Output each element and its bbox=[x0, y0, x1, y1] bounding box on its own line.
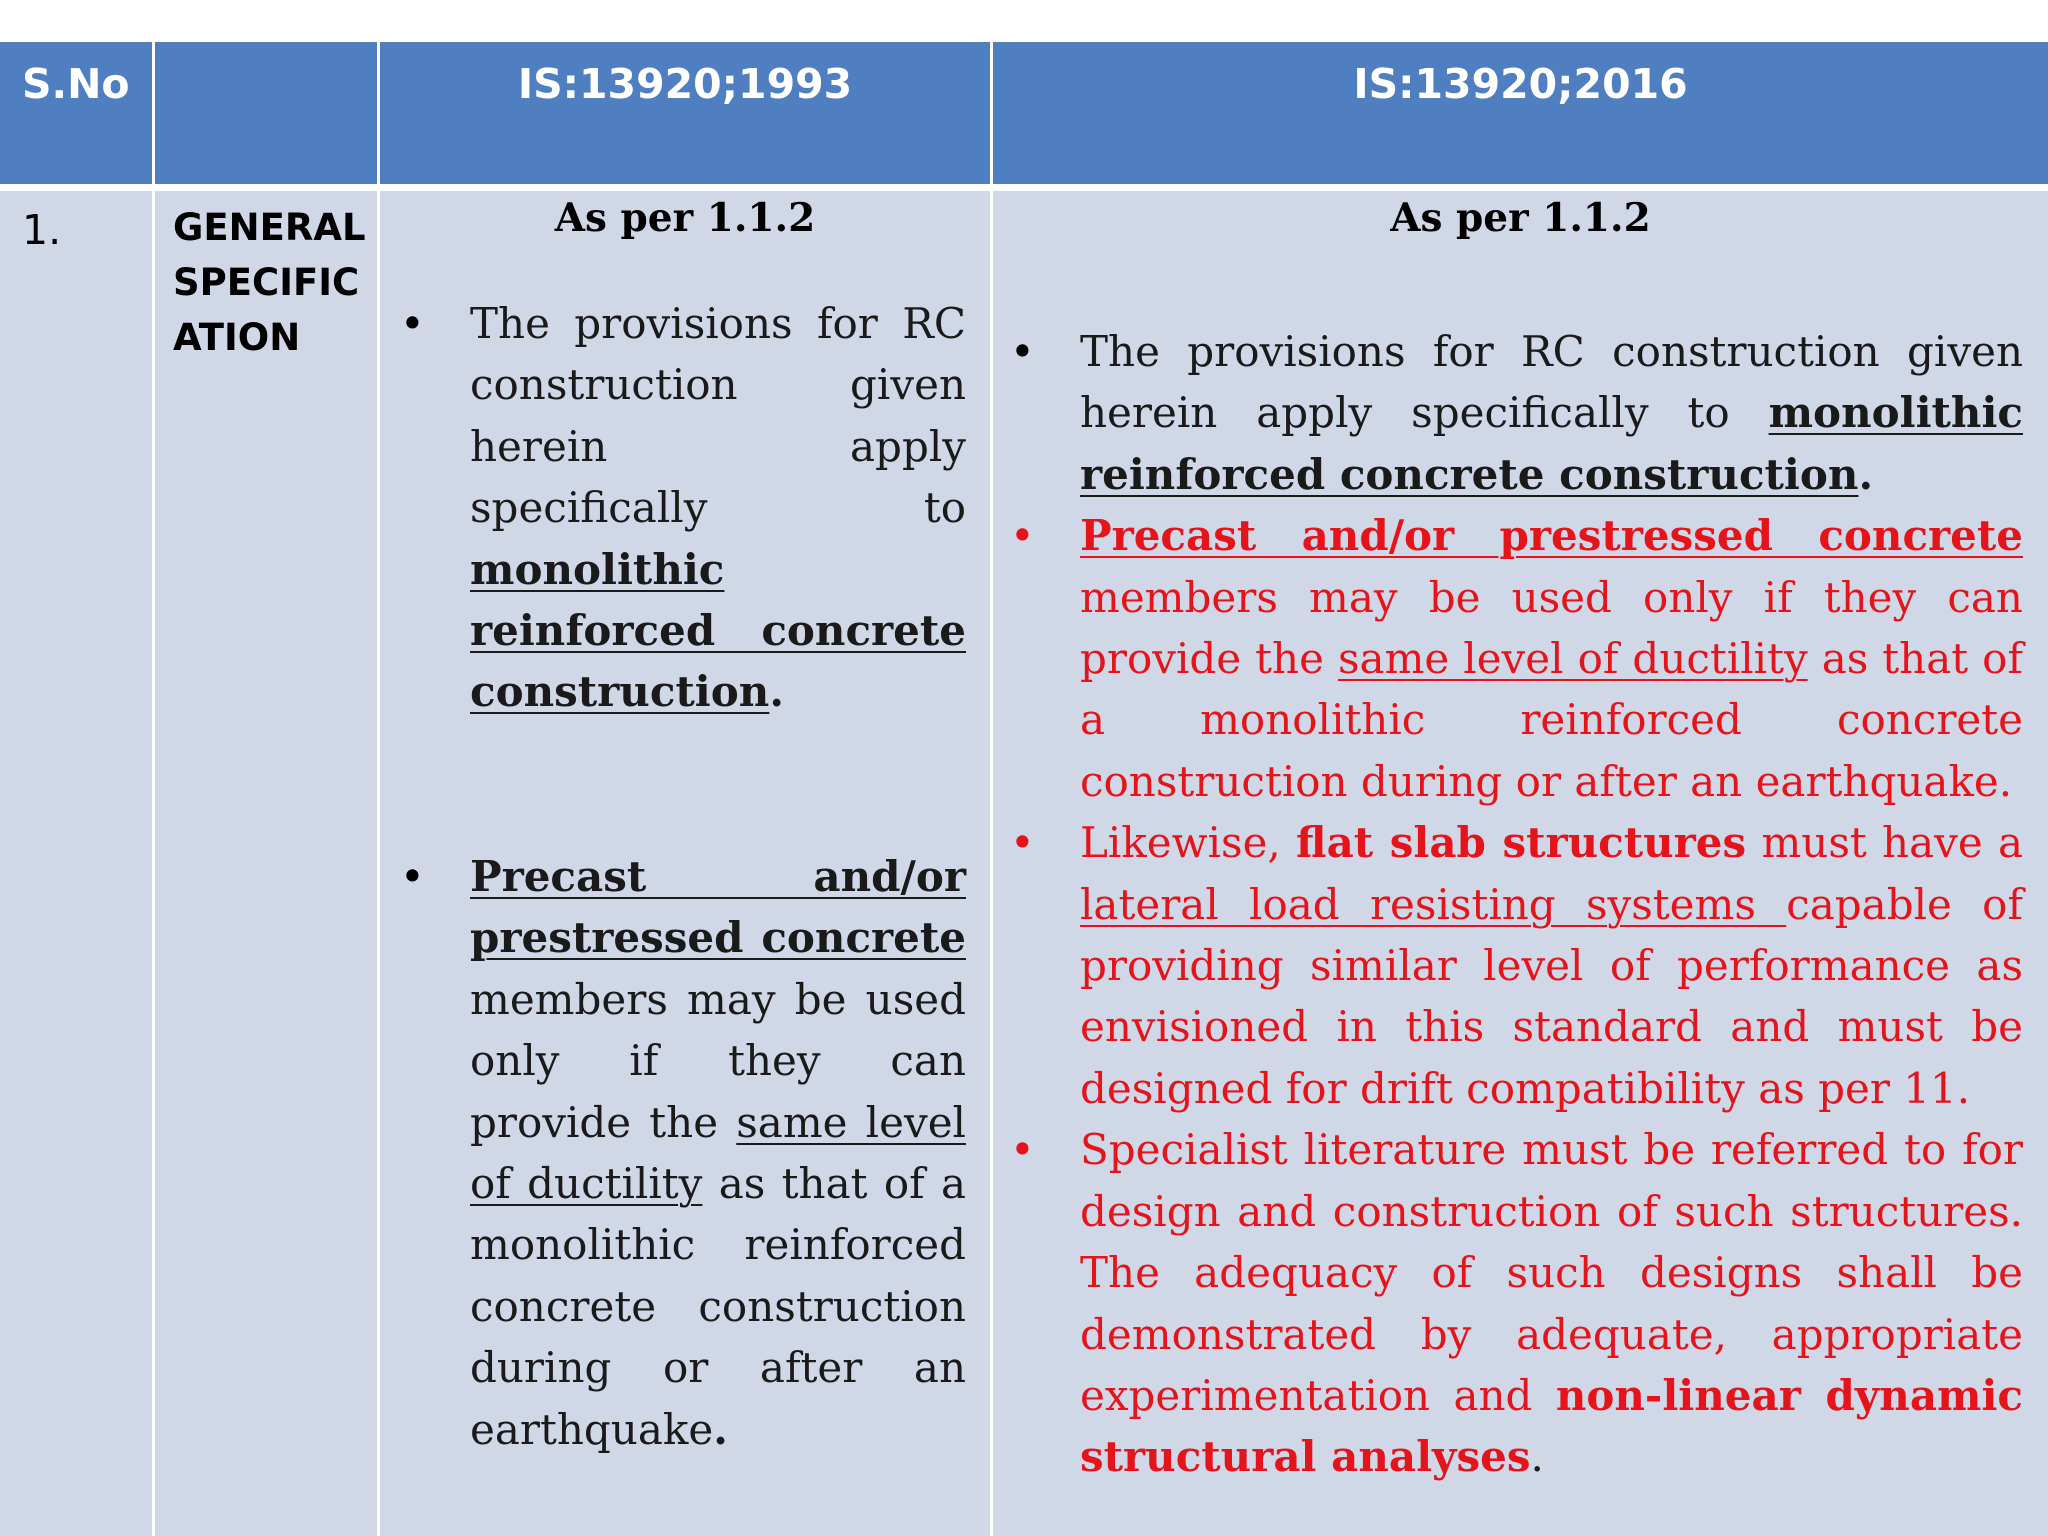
old-bullet-monolithic: • The provisions for RC construction given herein apply specifically to monolithic reinforced concrete construction. bbox=[400, 293, 966, 723]
bullet-icon: • bbox=[1010, 818, 1035, 868]
header-cell-param bbox=[155, 42, 377, 184]
old-keyword-precast: Precast and/or prestressed concrete bbox=[470, 852, 966, 963]
bullet-icon: • bbox=[400, 299, 425, 348]
new-keyword-lateral-load: lateral load resisting systems bbox=[1080, 879, 1787, 929]
parameter-line: ATION bbox=[173, 316, 301, 359]
row-number: 1. bbox=[22, 206, 62, 254]
header-sno: S.No bbox=[22, 60, 130, 108]
new-bullet-flat-slab: • Likewise, flat slab structures must have a lateral load resisting systems capable of providing similar level of performance as envisioned in this standard and must be designed for drift compatibility as per 11. bbox=[1010, 812, 2023, 1119]
bullet-icon: • bbox=[1010, 327, 1035, 376]
old-bullet-precast: • Precast and/or prestressed concrete members may be used only if they can provide the same level of ductility as that of a monolithic reinforced concrete construction during or after an earthquake. bbox=[400, 846, 966, 1460]
body-cell-param bbox=[155, 191, 377, 1536]
new-keyword-nonlinear: non-linear dynamic structural analyses bbox=[1080, 1370, 2023, 1482]
new-keyword-ductility: same level of ductility bbox=[1337, 634, 1808, 684]
bullet-icon: • bbox=[1010, 1125, 1035, 1175]
parameter-name bbox=[173, 200, 373, 365]
parameter-line: SPECIFIC bbox=[173, 261, 360, 304]
new-bullet-precast: • Precast and/or prestressed concrete members may be used only if they can provide the same level of ductility as that of a monolithic reinforced concrete construction during or after an earthquake. bbox=[1010, 505, 2023, 812]
bullet-icon: • bbox=[400, 852, 425, 901]
header-old-standard: IS:13920;1993 bbox=[517, 60, 853, 108]
new-provisions-list bbox=[1010, 321, 2023, 1488]
body-cell-sno bbox=[0, 191, 152, 1536]
new-keyword-flat-slab: flat slab structures bbox=[1296, 818, 1747, 868]
old-keyword-ductility: same level of ductility bbox=[470, 1097, 966, 1209]
new-bullet-monolithic: • The provisions for RC construction given herein apply specifically to monolithic reinforced concrete construction. bbox=[1010, 321, 2023, 505]
new-clause-reference: As per 1.1.2 bbox=[1390, 195, 1651, 241]
new-keyword-precast: Precast and/or prestressed concrete bbox=[1080, 511, 2023, 561]
bullet-icon: • bbox=[1010, 511, 1035, 561]
new-bullet-specialist: • Specialist literature must be referred to for design and construction of such structures. The adequacy of such designs shall be demonstrated by adequate, appropriate experimentation and non-linear dynamic structural analyses. bbox=[1010, 1119, 2023, 1487]
new-keyword-monolithic: monolithic reinforced concrete construction bbox=[1080, 388, 2023, 499]
header-new-standard: IS:13920;2016 bbox=[1353, 60, 1688, 108]
parameter-line: GENERAL bbox=[173, 206, 366, 249]
old-clause-reference: As per 1.1.2 bbox=[554, 195, 816, 241]
old-keyword-monolithic: monolithic reinforced concrete construction bbox=[470, 544, 966, 717]
